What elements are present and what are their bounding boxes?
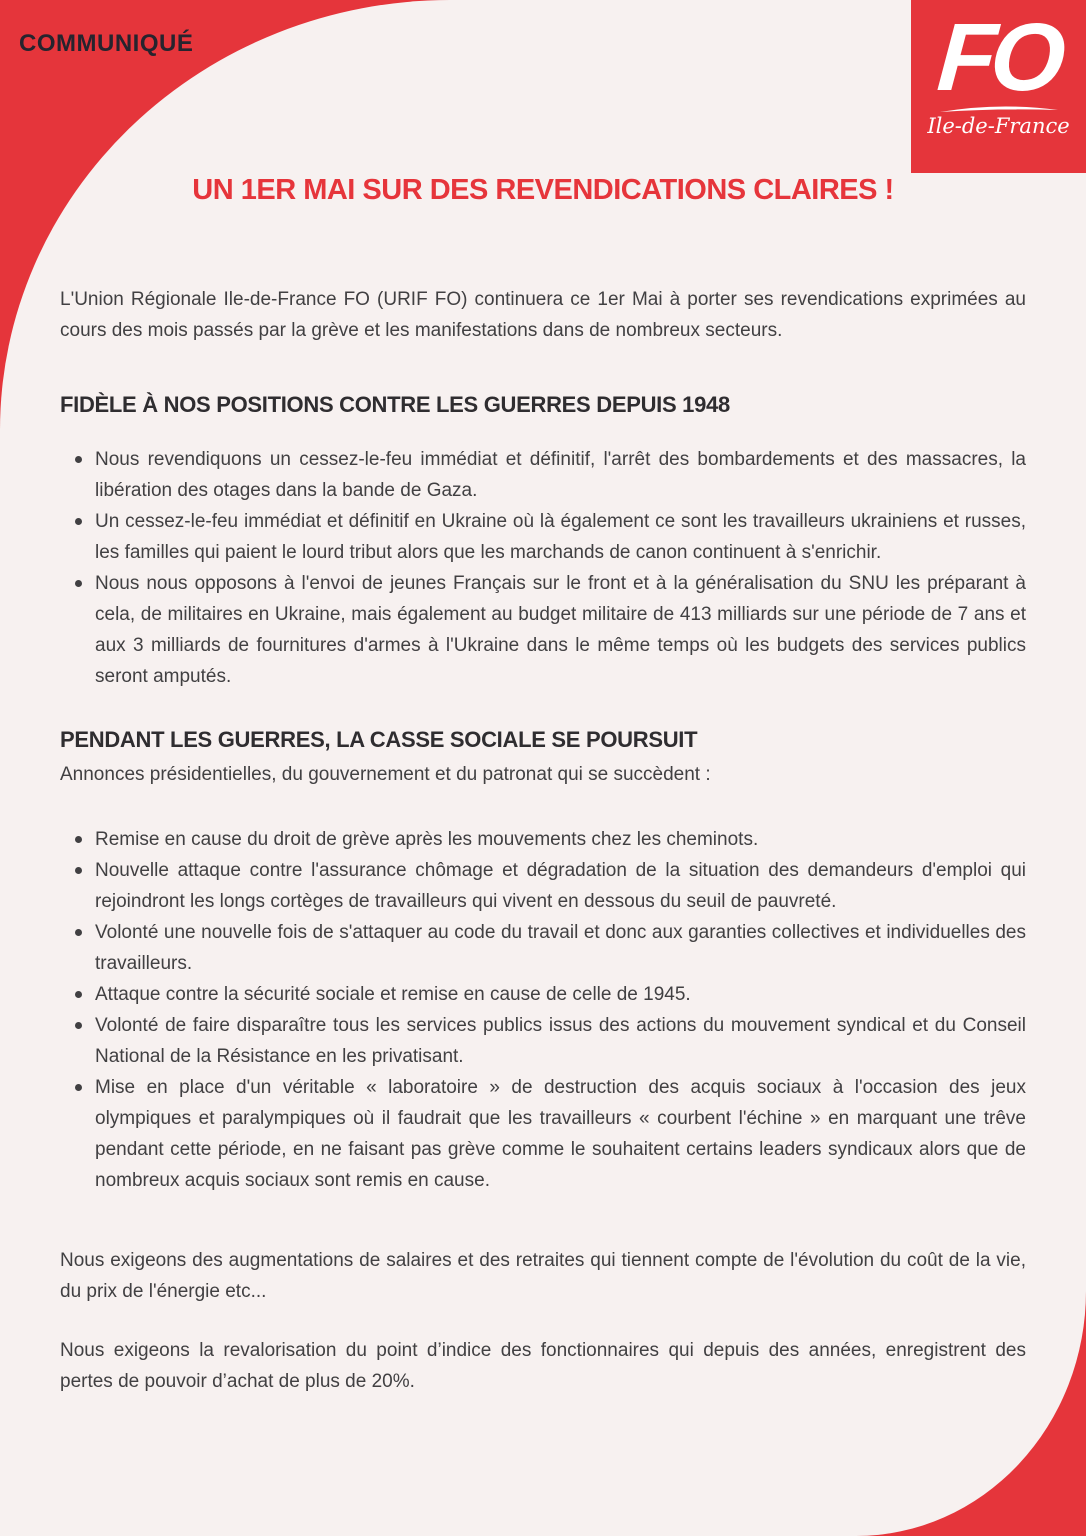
bullet-item: Un cessez-le-feu immédiat et définitif en Ukraine où là également ce sont les travailleurs ukrainiens et russes, les familles qui paient le lourd tribut alors que les marchands de canon continuent à s'enrichir. (60, 506, 1026, 568)
section-guerres (60, 392, 1026, 692)
bullet-item: Mise en place d'un véritable « laboratoire » de destruction des acquis sociaux à l'occasion des jeux olympiques et paralympiques où il faudrait que les travailleurs « courbent l'échine » en marquant une trêve pendant cette période, en ne faisant pas grève comme le souhaitent certains leaders syndicaux alors que de nombreux acquis sociaux sont remis en cause. (60, 1072, 1026, 1196)
fo-logo-acronym: FO (934, 4, 1063, 111)
bullet-item: Nouvelle attaque contre l'assurance chômage et dégradation de la situation des demandeurs d'emploi qui rejoindront les longs cortèges de travailleurs qui vivent en dessous du seuil de pauvreté. (60, 855, 1026, 917)
communique-kicker: COMMUNIQUÉ (19, 30, 194, 57)
fo-ile-de-france-logo (911, 0, 1086, 173)
guerres-bullet-list (60, 444, 1026, 692)
closing-paragraph-salaires: Nous exigeons des augmentations de salaires et des retraites qui tiennent compte de l'évolution du coût de la vie, du prix de l'énergie etc... (60, 1250, 1026, 1302)
bullet-item: Remise en cause du droit de grève après les mouvements chez les cheminots. (60, 824, 1026, 855)
casse-sociale-bullet-list (60, 824, 1026, 1196)
section-casse-sociale (60, 727, 1026, 1196)
section-guerres-heading: FIDÈLE À NOS POSITIONS CONTRE LES GUERRES DEPUIS 1948 (60, 392, 730, 417)
section-casse-sociale-heading: PENDANT LES GUERRES, LA CASSE SOCIALE SE POURSUIT (60, 727, 698, 752)
bullet-item: Nous nous opposons à l'envoi de jeunes Français sur le front et à la généralisation du SNU les préparant à cela, de militaires en Ukraine, mais également au budget militaire de 413 milliards sur une période de 7 ans et aux 3 milliards de fournitures d'armes à l'Ukraine dans le même temps où les budgets des services publics seront amputés. (60, 568, 1026, 692)
bullet-item: Attaque contre la sécurité sociale et remise en cause de celle de 1945. (60, 979, 1026, 1010)
bullet-item: Nous revendiquons un cessez-le-feu immédiat et définitif, l'arrêt des bombardements et des massacres, la libération des otages dans la bande de Gaza. (60, 444, 1026, 506)
bullet-item: Volonté une nouvelle fois de s'attaquer au code du travail et donc aux garanties collectives et individuelles des travailleurs. (60, 917, 1026, 979)
page-title: UN 1ER MAI SUR DES REVENDICATIONS CLAIRES ! (192, 174, 894, 206)
intro-paragraph: L'Union Régionale Ile-de-France FO (URIF FO) continuera ce 1er Mai à porter ses revendications exprimées au cours des mois passés par la grève et les manifestations dans de nombreux secteurs. (60, 289, 1026, 341)
section-casse-sociale-subheading: Annonces présidentielles, du gouvernement et du patronat qui se succèdent : (60, 764, 711, 785)
bullet-item: Volonté de faire disparaître tous les services publics issus des actions du mouvement syndical et du Conseil National de la Résistance en les privatisant. (60, 1010, 1026, 1072)
closing-paragraph-point-indice: Nous exigeons la revalorisation du point d’indice des fonctionnaires qui depuis des années, enregistrent des pertes de pouvoir d’achat de plus de 20%. (60, 1340, 1026, 1392)
fo-logo-region-label: Ile-de-France (927, 114, 1070, 138)
